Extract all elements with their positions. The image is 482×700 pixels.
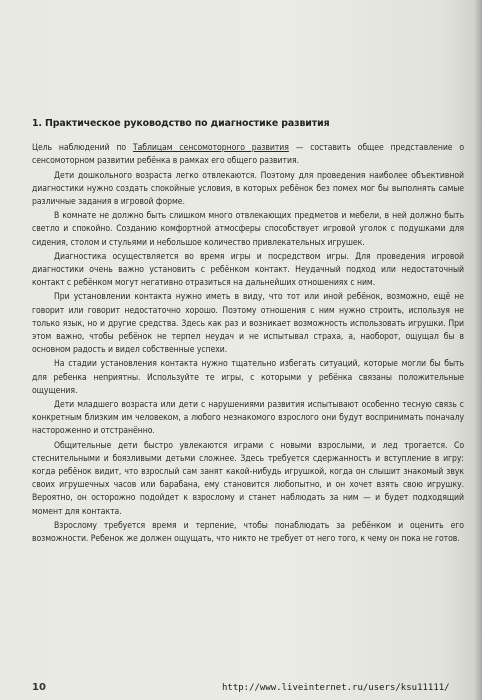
paragraph-8: Общительные дети быстро увлекаются играми с новыми взрослыми, и лед трогается. Со стеснительными и боязливыми детьми сложнее. Здесь требуется сдержанность и вступление в игру: когда ребёнок видит, что взрослый сам занят какой-нибудь игрушкой, когда он слышит знакомый звук своих игрушечных часов или барабана, ему становится любопытно, и он хочет взять свою игрушку. Вероятно, он осторожно подойдет к взрослому и станет наблюдать за ним — и будет подходящий момент для контакта. <box>32 440 464 517</box>
paragraph-2: Дети дошкольного возраста легко отвлекаются. Поэтому для проведения наиболее объективной диагностики нужно создать спокойные условия, в которых ребёнок без помех мог бы выполнять самые различные задания в игровой форме. <box>32 170 464 208</box>
paragraph-9: Взрослому требуется время и терпение, чтобы понаблюдать за ребёнком и оценить его возможности. Ребенок же должен ощущать, что никто не требует от него того, к чему он пока не готов. <box>32 520 464 545</box>
source-watermark: http://www.liveinternet.ru/users/ksu11111/ <box>222 683 450 693</box>
paragraph-1 <box>32 142 464 168</box>
paragraph-1-lead: Цель наблюдений по <box>32 143 133 154</box>
paragraph-6: На стадии установления контакта нужно тщательно избегать ситуаций, которые могли бы быть для ребенка неприятны. Используйте те игры, с которыми у ребёнка связаны положительные ощущения. <box>32 359 464 396</box>
paragraph-1-tail: — составить общее представление о сенсомоторном развитии ребёнка в рамках его общего развития. <box>32 143 465 167</box>
paragraph-7: Дети младшего возраста или дети с нарушениями развития испытывают особенно тесную связь с конкретным близким им человеком, а любого незнакомого взрослого они будут воспринимать поначалу настороженно и отстранённо. <box>32 400 464 437</box>
tables-reference-link[interactable]: Таблицам сенсомоторного развития <box>132 143 289 154</box>
paragraph-3: В комнате не должно быть слишком много отвлекающих предметов и мебели, в ней должно быть светло и спокойно. Созданию комфортной атмосферы способствует игровой уголок с подушками для сидения, столом и стульями и небольшое количество привлекательных игрушек. <box>32 211 464 248</box>
page-number: 10 <box>32 682 46 693</box>
paragraph-5: При установлении контакта нужно иметь в виду, что тот или иной ребёнок, возможно, ещё не говорит или говорит недостаточно хорошо. Поэтому отношения с ним нужно строить, используя не только язык, но и другие средства. Здесь как раз и возникает возможность использовать игрушки. При этом важно, чтобы ребёнок не терпел неудач и не испытывал страха, а, наоборот, ощущал бы в основном радость и видел собственные успехи. <box>32 292 464 356</box>
page-edge-shadow <box>474 0 482 700</box>
page-content <box>32 117 464 547</box>
section-title: 1. Практическое руководство по диагностике развития <box>32 118 330 129</box>
paragraph-4: Диагностика осуществляется во время игры и посредством игры. Для проведения игровой диагностики очень важно установить с ребёнком контакт. Неудачный подход или недостаточный контакт с ребёнком могут негативно отразиться на дальнейших отношениях с ним. <box>32 251 464 289</box>
